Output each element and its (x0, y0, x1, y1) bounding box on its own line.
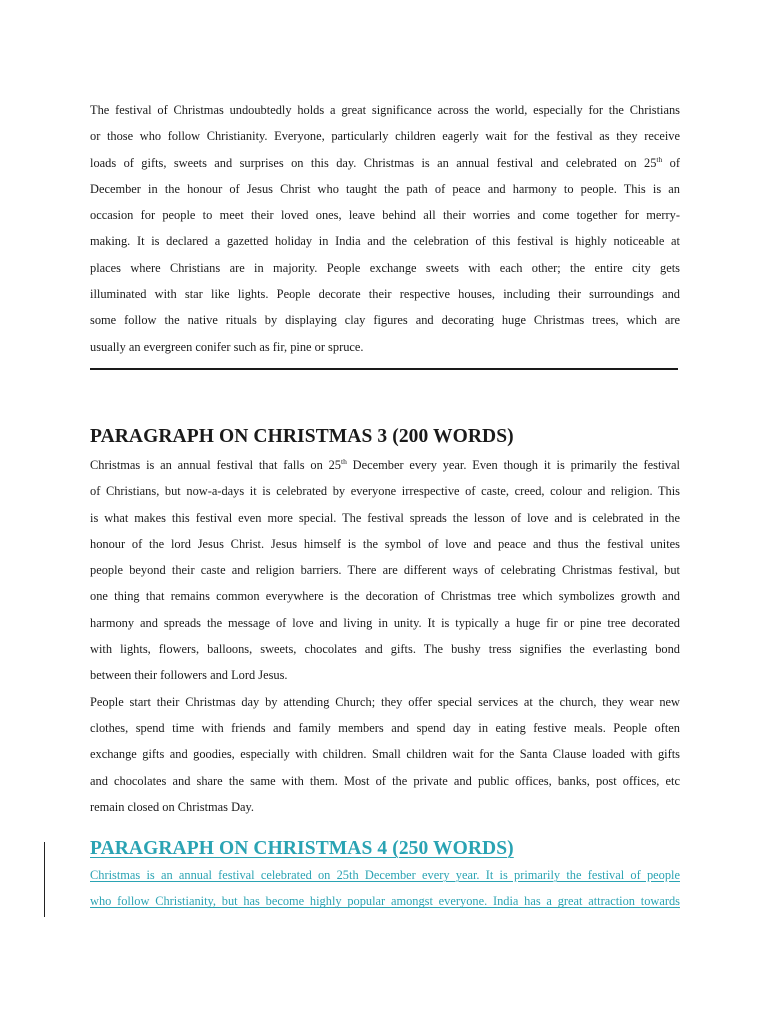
text-line: harmony and spreads the message of love and living in unity. It is typically a huge fir or pine tree decorated (90, 615, 680, 630)
horizontal-rule (90, 368, 678, 370)
text-line: clothes, spend time with friends and family members and spend day in eating festive meals. People often (90, 720, 680, 735)
section-4-paragraph-link[interactable] (90, 862, 680, 915)
text-line: remain closed on Christmas Day. (90, 799, 255, 814)
text-line: one thing that remains common everywhere is the decoration of Christmas tree which symbolizes growth and (90, 589, 680, 604)
link-text-line[interactable]: who follow Christianity, but has become highly popular amongst everyone. India has a great attraction towards (90, 894, 680, 909)
text-line: honour of the lord Jesus Christ. Jesus himself is the symbol of love and peace and thus the festival unites (90, 536, 680, 551)
text-line: with lights, flowers, balloons, sweets, chocolates and gifts. The bushy tress signifies the everlasting bond (90, 642, 680, 657)
section-4-heading-link[interactable]: PARAGRAPH ON CHRISTMAS 4 (250 WORDS) (90, 838, 514, 860)
text-line: exchange gifts and goodies, especially with children. Small children wait for the Santa Clause loaded with gifts (90, 747, 680, 762)
text-line: some follow the native rituals by displaying clay figures and decorating huge Christmas trees, which are (90, 313, 680, 328)
link-text-line[interactable]: Christmas is an annual festival celebrated on 25th December every year. It is primarily the festival of people (90, 868, 680, 883)
text-line: Christmas is an annual festival that falls on 25th December every year. Even though it is primarily the festival (90, 456, 680, 472)
text-line: is what makes this festival even more special. The festival spreads the lesson of love and is celebrated in the (90, 510, 680, 525)
text-line: People start their Christmas day by attending Church; they offer special services at the church, they wear new (90, 694, 680, 709)
text-line: places where Christians are in majority. People exchange sweets with each other; the entire city gets (90, 260, 680, 275)
text-line: or those who follow Christianity. Everyone, particularly children eagerly wait for the festival as they receive (90, 129, 680, 144)
text-line: between their followers and Lord Jesus. (90, 668, 288, 683)
intro-paragraph (90, 97, 680, 360)
text-line: making. It is declared a gazetted holiday in India and the celebration of this festival is highly noticeable at (90, 234, 680, 249)
text-line: and chocolates and share the same with them. Most of the private and public offices, banks, post offices, etc (90, 773, 680, 788)
text-line: of Christians, but now-a-days it is celebrated by everyone irrespective of caste, creed, colour and religion. This (90, 484, 680, 499)
text-line: people beyond their caste and religion barriers. There are different ways of celebrating Christmas festival, but (90, 563, 680, 578)
text-line: illuminated with star like lights. People decorate their respective houses, including their surroundings and (90, 287, 680, 302)
change-bar (44, 842, 45, 917)
text-line: loads of gifts, sweets and surprises on this day. Christmas is an annual festival and celebrated on 25th of (90, 154, 681, 170)
section-3-heading: PARAGRAPH ON CHRISTMAS 3 (200 WORDS) (90, 425, 514, 447)
text-line: December in the honour of Jesus Christ who taught the path of peace and harmony to people. This is an (90, 181, 680, 196)
text-line: The festival of Christmas undoubtedly holds a great significance across the world, especially for the Christians (90, 103, 680, 117)
text-line: occasion for people to meet their loved ones, leave behind all their worries and come together for merry- (90, 208, 680, 223)
document-page (90, 97, 680, 915)
section-3-paragraph (90, 452, 680, 820)
text-line: usually an evergreen conifer such as fir, pine or spruce. (90, 339, 364, 354)
